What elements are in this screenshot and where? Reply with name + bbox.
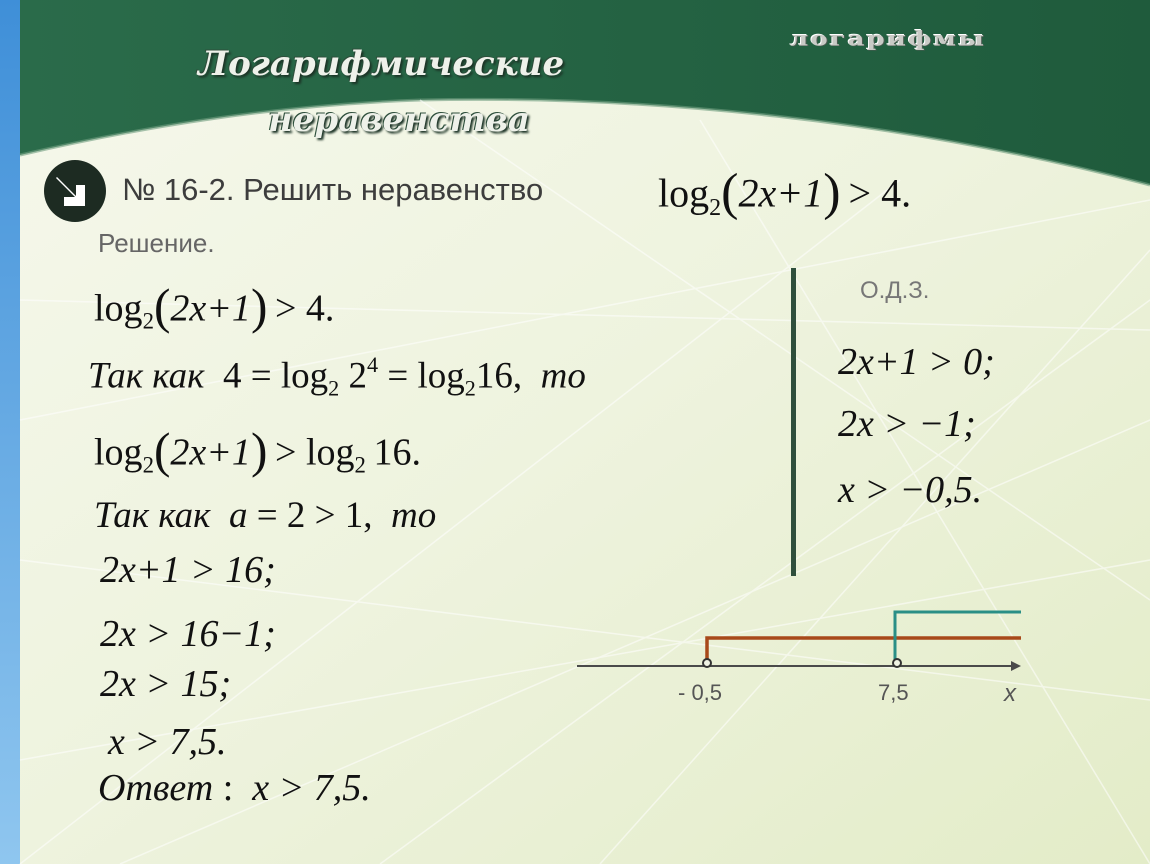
axis-arrow-icon — [1011, 661, 1021, 671]
column-divider — [791, 268, 796, 576]
solution-label: Решение. — [98, 228, 215, 258]
odz-line-1: 2x+1 > 0; — [838, 341, 995, 383]
tick-label-minus-half: - 0,5 — [678, 680, 723, 705]
odz-line-2: 2x > −1; — [838, 403, 976, 445]
step-8: x > 7,5. — [108, 721, 227, 763]
number-line — [575, 600, 1035, 680]
axis-label-x: x — [1004, 680, 1016, 707]
step-4: Так как a = 2 > 1, то — [94, 495, 437, 536]
open-point-seven-half — [893, 659, 901, 667]
answer: Ответ : x > 7,5. — [98, 767, 371, 809]
odz-line-3: x > −0,5. — [838, 469, 983, 511]
slide-title-line1: Логарифмические — [198, 44, 565, 84]
arrow-down-right-icon — [42, 158, 108, 224]
watermark-logo: логарифмы — [790, 27, 987, 51]
slide-title-line2: неравенства — [268, 100, 531, 140]
step-6: 2x > 16−1; — [100, 613, 276, 655]
tick-label-seven-half: 7,5 — [878, 680, 909, 705]
odz-label: О.Д.З. — [860, 277, 930, 304]
open-point-minus-half — [703, 659, 711, 667]
problem-statement: № 16-2. Решить неравенство — [122, 172, 544, 207]
step-5: 2x+1 > 16; — [100, 549, 276, 591]
problem-expression: $\log_2(2x+1) > 4$. — [658, 164, 912, 221]
step-7: 2x > 15; — [100, 663, 232, 705]
step-2: Так как $4 = \log_2 2^4 = \log_216$, то — [88, 352, 586, 401]
odz-interval — [707, 638, 1021, 666]
step-1: $\log_2(2x+1) > 4$. — [94, 279, 335, 334]
step-3: $\log_2(2x+1) > \log_2 16$. — [94, 423, 422, 478]
